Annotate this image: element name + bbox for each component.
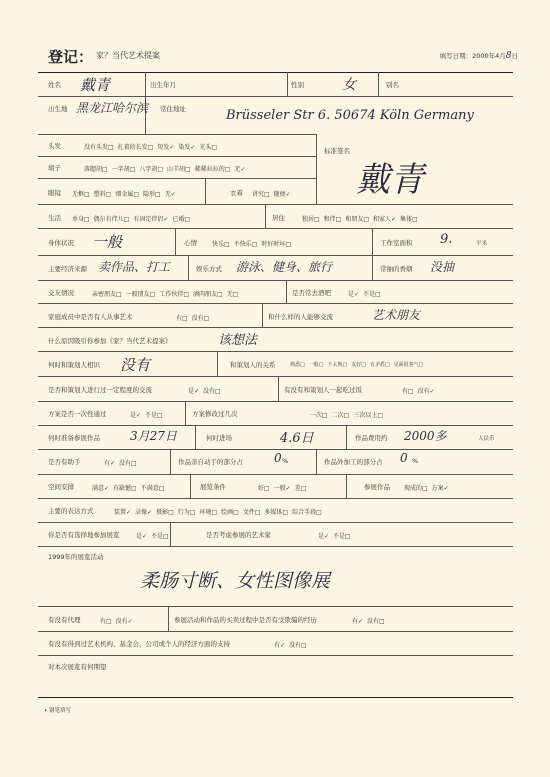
col-divider xyxy=(190,474,191,498)
agent-label: 有没有代理 xyxy=(48,616,81,624)
outsource-mark: 0 xyxy=(400,451,408,465)
arrive-value: 4.6日 xyxy=(280,431,314,446)
col-divider xyxy=(188,255,189,280)
cost-unit: 人民币 xyxy=(478,436,495,442)
relation-label: 和策划人的关系 xyxy=(230,361,276,369)
scheme-pass-options: 是✓ 不是□ xyxy=(130,412,163,419)
cheated-options: 有✓ 没有□ xyxy=(352,618,385,625)
glasses-options: 无框□ 塑料□ 细金属□ 隐形□ 无✓ xyxy=(72,191,176,198)
rule xyxy=(38,498,513,499)
rule xyxy=(38,697,513,698)
dinner-options: 有□ 没有✓ xyxy=(402,388,435,395)
clothes-options: 讲究□ 随便✓ xyxy=(252,191,291,198)
family-art-options: 有□ 没有□ xyxy=(176,315,210,322)
rule xyxy=(38,449,513,450)
birth-label: 出生年月 xyxy=(150,81,176,89)
health-value: 一般 xyxy=(92,233,123,251)
cost-label: 作品费用约 xyxy=(355,434,388,442)
relation-options: 熟悉□ 一般□ 不太熟□ 友好□ 有矛盾□ 见面很客气□ xyxy=(290,362,424,368)
rule xyxy=(38,401,513,402)
space-options: 满意✓ 有缺憾□ 不满意□ xyxy=(92,485,165,492)
media-options: 装置✓ 录像✓ 摄影□ 行为□ 环境□ 绘画□ 文件□ 多媒体□ 综合手段□ xyxy=(114,509,322,516)
mood-label: 心情 xyxy=(184,239,197,247)
footer-note: • 钢笔填写 xyxy=(44,708,71,714)
rule xyxy=(38,546,513,547)
income-label: 主要经济来源 xyxy=(48,265,87,273)
family-art-label: 家庭成员中是否有人从事艺术 xyxy=(48,313,133,321)
col-divider xyxy=(316,134,317,204)
conditions-label: 展览条件 xyxy=(200,483,226,491)
prep-label: 何时准备参展作品 xyxy=(48,434,100,442)
media-label: 主要的表达方式 xyxy=(48,507,94,515)
dinner-label: 有没有和策划人一起吃过饭 xyxy=(284,386,362,394)
self-made-mark: 0 xyxy=(274,451,282,465)
artists-label: 是否考虑参展的艺术家 xyxy=(206,531,271,539)
gender-value: 女 xyxy=(342,77,356,93)
form-title: 登记： xyxy=(48,48,94,66)
signature-value: 戴青 xyxy=(356,160,424,200)
communication-options: 是✓ 没有□ xyxy=(188,388,221,395)
birthplace-label: 出生地 xyxy=(48,105,68,113)
income-value: 卖作品、打工 xyxy=(98,260,171,274)
space-label: 空间安排 xyxy=(48,483,74,491)
talk-label: 和什么样的人能够交流 xyxy=(268,313,333,321)
studio-unit: 平米 xyxy=(476,241,488,247)
rule xyxy=(38,425,513,426)
col-divider xyxy=(372,228,373,255)
rule xyxy=(38,606,513,607)
scheme-pass-label: 方案是否一次性通过 xyxy=(48,410,107,418)
reason-label: 什么原因吸引你参加《家？当代艺术提案》 xyxy=(48,337,172,345)
exhibitions-1999-value: 柔肠寸断、女性图像展 xyxy=(140,570,331,592)
rule xyxy=(38,280,513,281)
col-divider xyxy=(286,280,287,303)
cigarette-value: 没抽 xyxy=(430,260,455,274)
col-divider xyxy=(205,178,206,204)
rule xyxy=(38,474,513,475)
works-label: 参展作品 xyxy=(364,483,390,491)
col-divider xyxy=(168,606,169,631)
rule xyxy=(38,204,513,205)
col-divider xyxy=(145,72,146,96)
form-subtitle: 家？当代艺术提案 xyxy=(96,51,160,60)
alias-label: 别名 xyxy=(386,81,399,89)
rule xyxy=(38,376,513,377)
rule xyxy=(38,96,513,97)
expectation-label: 对本次展览有何期望 xyxy=(48,663,107,671)
life-options: 单身□ 偶尔有伴儿□ 有固定伴侣✓ 已婚□ xyxy=(72,216,191,223)
col-divider xyxy=(195,425,196,449)
rule xyxy=(38,631,513,632)
mood-options: 快乐□ 不快乐□ 时好时坏□ xyxy=(212,241,292,248)
curator-met-value: 没有 xyxy=(120,356,151,374)
col-divider xyxy=(372,255,373,280)
reason-value: 该想法 xyxy=(218,333,258,348)
col-divider xyxy=(287,72,288,96)
funding-label: 有没有得到过艺术机构、基金会、公司或个人的经济方面的支持 xyxy=(48,640,230,648)
rule xyxy=(38,156,316,157)
col-divider xyxy=(262,303,263,327)
exhibitions-1999-label: 1999年的展览活动 xyxy=(48,553,104,561)
conditions-options: 好□ 一般✓ 差□ xyxy=(258,485,307,492)
col-divider xyxy=(170,449,171,474)
bar-label: 是否常去酒吧 xyxy=(292,289,331,297)
rule xyxy=(38,327,513,328)
fill-date: 填写日期：2000年4月8日 xyxy=(439,51,518,61)
funding-options: 有✓ 没有□ xyxy=(274,642,307,649)
rule xyxy=(38,255,513,256)
communication-label: 是否和策划人进行过一定程度的交流 xyxy=(48,386,152,394)
beard-label: 胡子 xyxy=(48,164,61,172)
selective-options: 是✓ 不是□ xyxy=(136,533,169,540)
revise-label: 方案修改过几次 xyxy=(192,410,238,418)
rule xyxy=(38,522,513,523)
rule xyxy=(38,228,513,229)
col-divider xyxy=(185,401,186,425)
self-made-label: 作品亲自动手的部分占 xyxy=(178,458,243,466)
clothes-label: 衣着 xyxy=(230,189,243,197)
hair-label: 头发 xyxy=(48,142,61,150)
col-divider xyxy=(217,351,218,376)
health-label: 身体状况 xyxy=(48,239,74,247)
beard-options: 落腮胡□ 一字胡□ 八字胡□ 山羊胡□ 稀稀拉拉的□ 无✓ xyxy=(84,166,246,173)
fill-date-day: 8 xyxy=(505,51,512,61)
signature-label: 标准签名 xyxy=(324,147,350,155)
residence-options: 独居□ 和伴□ 和朋友□ 和家人✓ 集体□ xyxy=(302,216,418,223)
selective-label: 你是否有选择地参加展览 xyxy=(48,531,120,539)
col-divider xyxy=(175,228,176,255)
studio-value: 9. xyxy=(440,232,453,247)
birthplace-value: 黑龙江哈尔滨 xyxy=(76,101,149,115)
name-value: 戴青 xyxy=(80,76,111,94)
rule xyxy=(38,134,316,135)
rule xyxy=(38,655,513,656)
rule xyxy=(38,351,513,352)
studio-label: 工作室面积 xyxy=(380,239,413,247)
cost-value: 2000多 xyxy=(404,429,447,443)
form-header xyxy=(48,46,518,68)
assistant-label: 是否有助手 xyxy=(48,458,81,466)
rule xyxy=(38,72,513,73)
address-value: Brüsseler Str 6. 50674 Köln Germany xyxy=(226,108,474,123)
agent-options: 有□ 没有✓ xyxy=(100,618,133,625)
friends-label: 交友情况 xyxy=(48,289,74,297)
talk-value: 艺术朋友 xyxy=(372,308,421,322)
col-divider xyxy=(278,376,279,401)
assistant-options: 有✓ 没有□ xyxy=(104,460,137,467)
col-divider xyxy=(346,474,347,498)
revise-options: 一次□ 二次□ 三次以上□ xyxy=(310,412,384,419)
prep-value: 3月27日 xyxy=(130,429,177,443)
outsource-label: 作品外加工的部分占 xyxy=(324,458,383,466)
glasses-label: 眼镜 xyxy=(48,189,61,197)
self-made-unit: % xyxy=(282,457,289,465)
residence-label: 居住 xyxy=(272,214,285,222)
cigarette-label: 常抽的香烟 xyxy=(380,265,413,273)
artists-options: 是✓ 不是□ xyxy=(318,533,351,540)
cheated-label: 参展活动和作品的买卖过程中是否有受欺骗的经历 xyxy=(174,616,317,624)
name-label: 姓名 xyxy=(48,81,61,89)
friends-options: 亲密朋友□ 一般朋友□ 工作伙伴□ 酒肉朋友□ 无□ xyxy=(92,291,239,298)
gender-label: 性别 xyxy=(291,81,304,89)
rule xyxy=(38,178,316,179)
address-label: 常住地址 xyxy=(160,105,186,113)
entertainment-label: 娱乐方式 xyxy=(196,265,222,273)
bar-options: 是✓ 不是□ xyxy=(348,291,381,298)
arrive-label: 何时进场 xyxy=(206,434,232,442)
col-divider xyxy=(346,425,347,449)
entertainment-value: 游泳、健身、旅行 xyxy=(236,260,333,274)
col-divider xyxy=(265,204,266,228)
curator-met-label: 何时和策划人相识 xyxy=(48,361,100,369)
hair-options: 没有头发□ 扎着的长发□ 短发✓ 染发✓ 光头□ xyxy=(84,144,218,151)
outsource-unit: % xyxy=(412,457,419,465)
life-label: 生活 xyxy=(48,214,61,222)
col-divider xyxy=(378,72,379,96)
col-divider xyxy=(316,449,317,474)
works-options: 现成的□ 方案✓ xyxy=(404,485,449,492)
rule xyxy=(38,303,513,304)
